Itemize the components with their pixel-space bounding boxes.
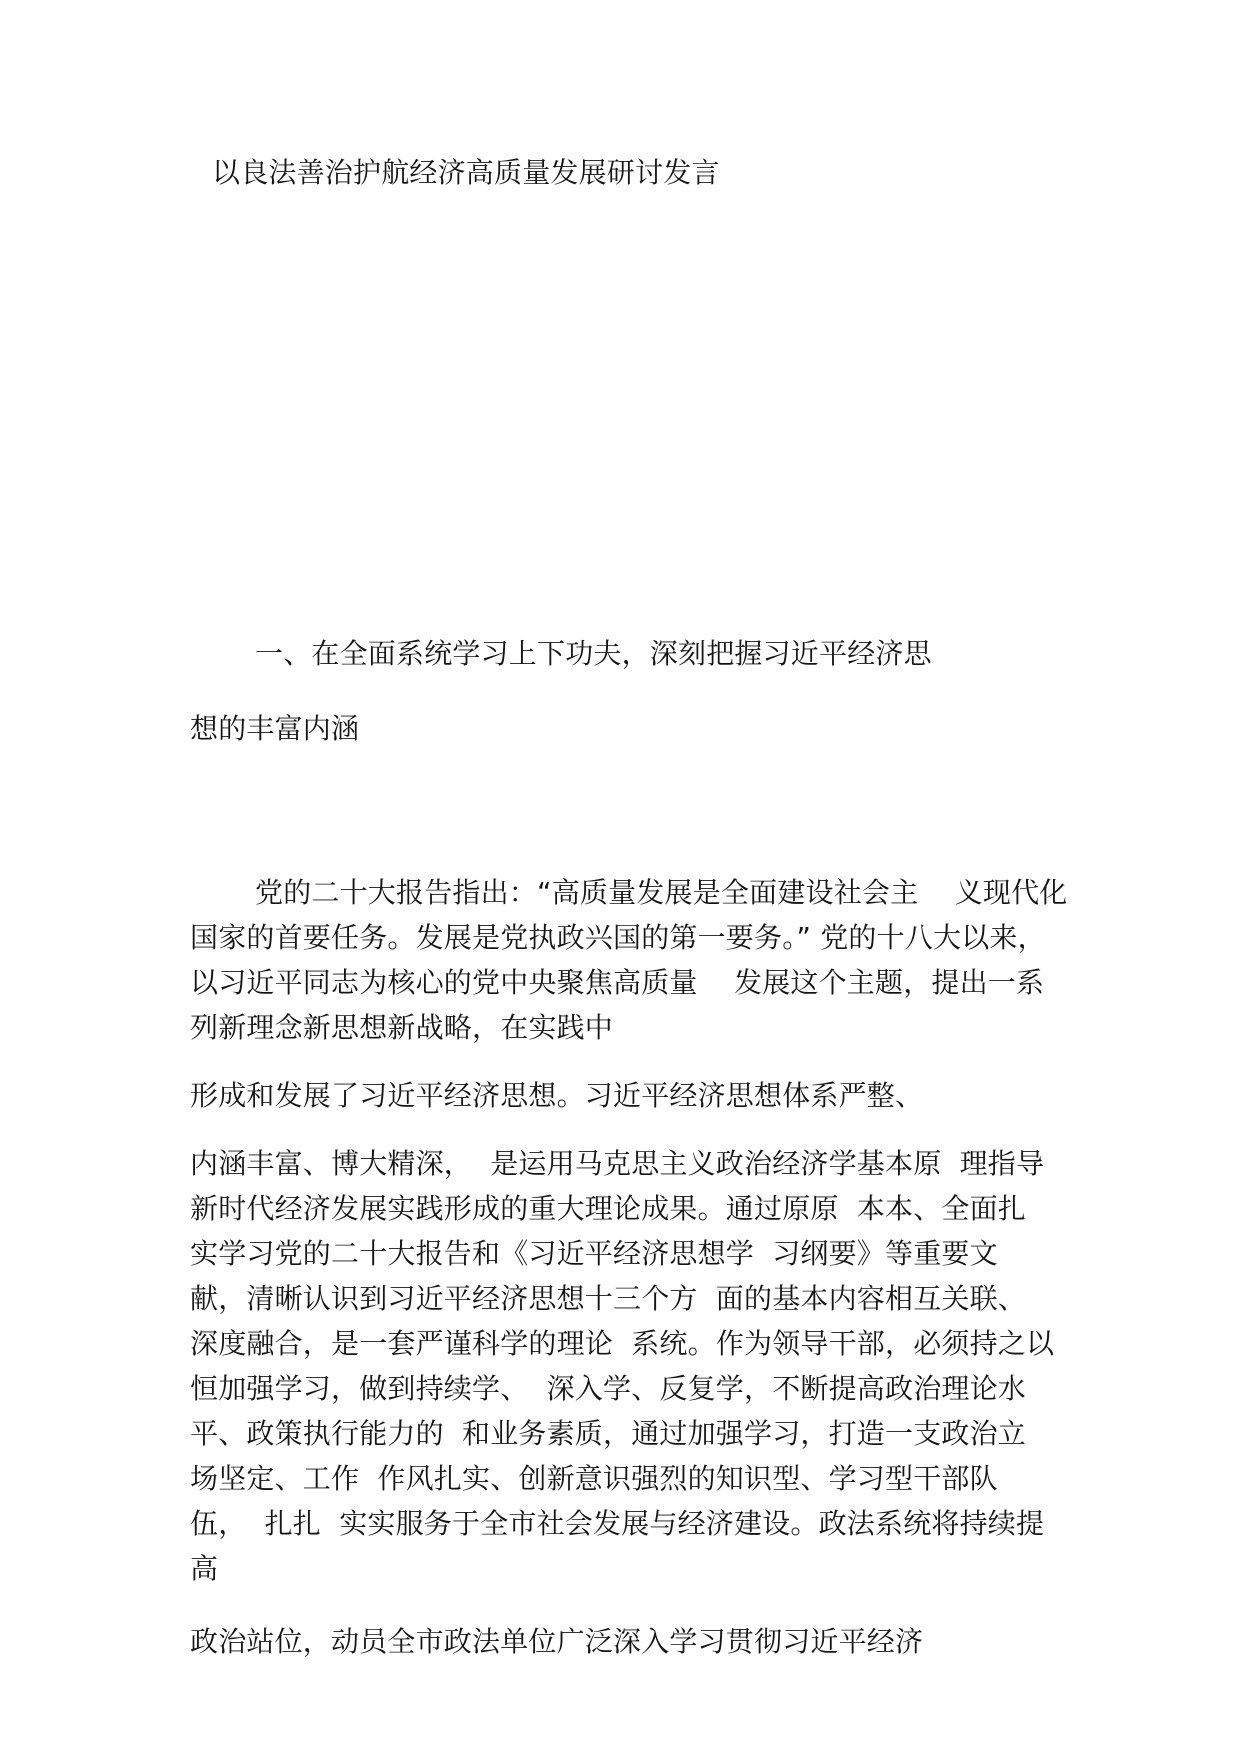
paragraph-4: 政治站位，动员全市政法单位广泛深入学习贯彻习近平经济	[190, 1625, 924, 1658]
paragraph-1-line-3: 以习近平同志为核心的党中央聚焦高质量 发展这个主题，提出一系	[190, 966, 1045, 999]
paragraph-1-line-2: 国家的首要任务。发展是党执政兴国的第一要务。” 党的十八大以来，	[190, 921, 1046, 954]
paragraph-3-line-3: 实学习党的二十大报告和《习近平经济思想学 习纲要》等重要文	[190, 1237, 998, 1270]
paragraph-3-line-5: 深度融合，是一套严谨科学的理论 系统。作为领导干部，必须持之以	[190, 1327, 1055, 1360]
paragraph-3-line-1: 内涵丰富、博大精深， 是运用马克思主义政治经济学基本原 理指导	[190, 1147, 1045, 1180]
section-heading-line-1: 一、在全面系统学习上下功夫，深刻把握习近平经济思	[255, 637, 932, 670]
paragraph-3-line-10: 高	[190, 1552, 219, 1585]
paragraph-3-line-8: 场坚定、工作 作风扎实、创新意识强烈的知识型、学习型干部队	[190, 1462, 998, 1495]
section-heading-line-2: 想的丰富内涵	[190, 712, 360, 745]
document-title: 以良法善治护航经济高质量发展研讨发言	[212, 156, 720, 189]
paragraph-3-line-6: 恒加强学习，做到持续学、 深入学、反复学，不断提高政治理论水	[190, 1372, 1027, 1405]
paragraph-3-line-4: 献，清晰认识到习近平经济思想十三个方 面的基本内容相互关联、	[190, 1282, 1027, 1315]
paragraph-2: 形成和发展了习近平经济思想。习近平经济思想体系严整、	[190, 1079, 924, 1112]
paragraph-1-line-1: 党的二十大报告指出：“高质量发展是全面建设社会主 义现代化	[255, 876, 1068, 909]
paragraph-1-line-4: 列新理念新思想新战略，在实践中	[190, 1011, 614, 1044]
paragraph-3-line-2: 新时代经济发展实践形成的重大理论成果。通过原原 本本、全面扎	[190, 1192, 1027, 1225]
paragraph-3-line-7: 平、政策执行能力的 和业务素质，通过加强学习，打造一支政治立	[190, 1417, 1027, 1450]
paragraph-3-line-9: 伍， 扎扎 实实服务于全市社会发展与经济建设。政法系统将持续提	[190, 1507, 1045, 1540]
